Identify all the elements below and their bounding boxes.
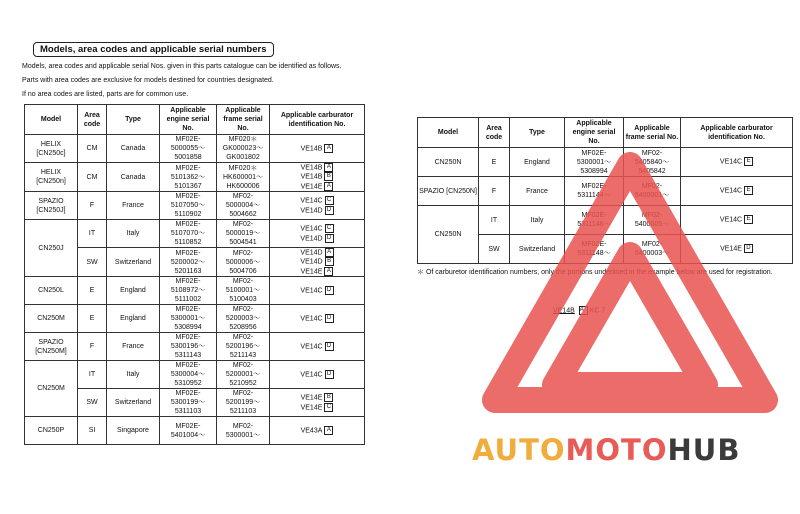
col-type: Type (510, 118, 565, 148)
table-row (25, 135, 365, 163)
carb-variant-box: A (324, 144, 333, 153)
frame-serial-line: 5405842 (638, 167, 666, 175)
carb-id (271, 224, 363, 233)
cell-area: SW (78, 248, 107, 277)
cell-carb (270, 220, 365, 248)
col-type: Type (107, 105, 160, 135)
carb-code: VE14E (300, 403, 323, 411)
cell-type: Italy (107, 361, 160, 389)
carb-variant-box: D (325, 370, 334, 379)
cell-carb (270, 305, 365, 333)
frame-serial-line: MF02- (232, 390, 254, 398)
cell-engine (160, 192, 217, 220)
engine-serial-line: MF02E- (175, 334, 201, 342)
carb-variant-box: B (324, 172, 333, 181)
engine-serial-line: 5308994 (174, 324, 202, 332)
cell-type: Switzerland (107, 389, 160, 417)
engine-serial-line: 5110902 (174, 211, 202, 219)
engine-serial-line: MF02E- (581, 149, 607, 157)
engine-serial-line: 5111002 (174, 296, 202, 304)
cell-model: SPAZIO [CN250N] (418, 177, 479, 206)
carb-code: VE14E (300, 268, 323, 276)
cell-frame (217, 305, 270, 333)
engine-serial-line: 5001858 (174, 154, 202, 161)
col-area: Area code (78, 105, 107, 135)
engine-serial-line: 5107070～ (170, 230, 206, 238)
cell-type: France (107, 333, 160, 361)
cell-frame (217, 220, 270, 248)
frame-serial-line: 5400005～ (634, 221, 670, 228)
engine-serial-line: 5308994 (580, 167, 608, 175)
frame-serial-line: MF02- (232, 193, 254, 201)
cell-carb (270, 389, 365, 417)
carb-code: VE43A (300, 427, 323, 435)
table-row (25, 163, 365, 192)
carb-code: VE14C (300, 225, 323, 233)
cell-model: CN250M (25, 305, 78, 333)
example-tail: 7 (601, 307, 606, 315)
carb-code: VE14C (719, 187, 743, 195)
engine-serial-line: 5300001～ (576, 158, 612, 166)
frame-serial-line: MF02- (232, 334, 254, 342)
engine-serial-line: MF02E- (581, 212, 607, 219)
cell-area: CM (78, 163, 107, 192)
intro-text (22, 60, 341, 102)
engine-serial-line: MF02E- (175, 306, 201, 314)
carb-id (271, 248, 363, 257)
carb-variant-box: E (744, 186, 753, 195)
cell-type: France (107, 192, 160, 220)
frame-serial-line: MF02- (232, 221, 254, 229)
carb-id (271, 257, 363, 266)
cell-model: CN250M (25, 361, 78, 417)
carb-variant-box: D (744, 244, 753, 253)
engine-serial-line: 5401004～ (170, 431, 206, 439)
col-carb: Applicable carburator identification No. (681, 118, 793, 148)
carb-variant-box: D (325, 206, 334, 215)
cell-engine (160, 248, 217, 277)
cell-type: Italy (510, 206, 565, 235)
table-row (25, 220, 365, 248)
carb-code: VE14E (300, 394, 323, 402)
cell-engine (160, 389, 217, 417)
frame-serial-line: 5100403 (229, 296, 257, 304)
cell-area: E (479, 148, 510, 177)
carb-variant-box: B (324, 393, 333, 402)
frame-serial-line: GK000023～ (222, 145, 264, 152)
carb-code: VE14D (300, 206, 323, 214)
frame-serial-line: MF02- (232, 278, 254, 286)
carb-variant-box: C (324, 403, 333, 412)
frame-serial-line: 5400003～ (634, 250, 670, 257)
carb-code: VE14E (720, 245, 742, 253)
engine-serial-line: 5311143 (174, 352, 202, 360)
cell-carb (270, 248, 365, 277)
cell-carb (270, 361, 365, 389)
carb-variant-box: E (744, 215, 753, 224)
cell-carb (270, 277, 365, 305)
frame-serial-line: 5100001～ (225, 287, 261, 295)
engine-serial-line: MF02E- (581, 241, 607, 248)
engine-serial-line: 5311144～ (577, 192, 611, 199)
cell-type: Canada (107, 135, 160, 163)
frame-serial-line: 5200003～ (225, 315, 261, 323)
carb-id (271, 393, 363, 402)
carb-variant-box: D (325, 342, 334, 351)
cell-carb (270, 192, 365, 220)
cell-model: HELIX [CN250c] (25, 135, 78, 163)
carb-code: VE14B (300, 164, 323, 172)
cell-area: IT (78, 220, 107, 248)
watermark-brand (472, 433, 740, 467)
carb-code: VE14C (719, 216, 743, 224)
example-rest: KC (589, 307, 600, 315)
frame-serial-line: 5200001～ (225, 371, 261, 379)
cell-model: SPAZIO [CN250M] (25, 333, 78, 361)
cell-engine (160, 220, 217, 248)
carb-variant-box: A (325, 248, 334, 257)
cell-frame (217, 417, 270, 445)
carb-id (271, 182, 363, 191)
carb-code: VE14C (300, 315, 323, 323)
frame-serial-line: MF02- (641, 183, 663, 190)
carb-variant-box: C (325, 196, 334, 205)
cell-frame (217, 277, 270, 305)
cell-type: Italy (107, 220, 160, 248)
cell-type: Switzerland (510, 235, 565, 264)
example-code: VE14B (553, 307, 575, 315)
brand-moto: MOTO (565, 433, 668, 467)
cell-area: IT (479, 206, 510, 235)
carb-code: VE14D (300, 249, 323, 257)
carb-variant-box: B (325, 257, 334, 266)
cell-engine (160, 135, 217, 163)
table-row (25, 305, 365, 333)
cell-engine (160, 361, 217, 389)
cell-carb (270, 333, 365, 361)
engine-serial-line: 5200002～ (170, 258, 206, 266)
engine-serial-line: 5300001～ (170, 315, 206, 323)
frame-serial-line: MF02- (641, 212, 663, 219)
cell-area: E (78, 277, 107, 305)
engine-serial-line: 5311146～ (577, 221, 611, 228)
engine-serial-line: 5311148～ (577, 250, 611, 257)
col-area: Area code (479, 118, 510, 148)
cell-engine (160, 333, 217, 361)
cell-area: CM (78, 135, 107, 163)
carb-variant-box: A (324, 163, 333, 172)
cell-type: Canada (107, 163, 160, 192)
cell-frame (217, 248, 270, 277)
carb-code: VE14B (300, 173, 323, 181)
engine-serial-line: 5201163 (174, 267, 202, 275)
engine-serial-line: 5300199～ (170, 399, 206, 407)
cell-frame (217, 333, 270, 361)
carb-variant-box: A (324, 426, 333, 435)
frame-serial-line: HK600001～ (222, 173, 264, 181)
carb-id (271, 196, 363, 205)
cell-engine (160, 417, 217, 445)
table-row (25, 417, 365, 445)
carb-variant-box: E (744, 157, 753, 166)
frame-serial-line: 5210952 (229, 380, 257, 388)
carb-code: VE14C (300, 343, 323, 351)
engine-serial-line: MF02E- (175, 164, 201, 172)
carb-variant-box: D (325, 286, 334, 295)
brand-hub: HUB (667, 433, 741, 467)
cell-engine (160, 163, 217, 192)
engine-serial-line: MF02E- (175, 193, 201, 201)
cell-type: England (510, 148, 565, 177)
carb-variant-box: D (325, 314, 334, 323)
engine-serial-line: 5000055～ (170, 145, 206, 152)
col-carb: Applicable carburator identification No. (270, 105, 365, 135)
engine-serial-line: MF02E- (175, 422, 201, 430)
frame-serial-line: MF02- (232, 249, 254, 257)
carb-id (271, 144, 363, 153)
carb-code: VE14E (300, 183, 323, 191)
engine-serial-line: MF02E- (175, 136, 201, 143)
footnote: ＊ Of carburetor identification numbers, only the portions underlined in the example below are used for registration. (417, 269, 773, 276)
frame-serial-line: MF020＊ (228, 164, 258, 172)
carb-id (271, 267, 363, 276)
brand-auto: AUTO (472, 433, 566, 467)
engine-serial-line: MF02E- (175, 249, 201, 257)
engine-serial-line: 5107050～ (170, 202, 206, 210)
frame-serial-line: 5200196～ (225, 343, 261, 351)
frame-serial-line: GK001802 (226, 154, 260, 161)
carb-id (271, 286, 363, 295)
frame-serial-line: 5000004～ (225, 202, 261, 210)
cell-model: CN250N (418, 206, 479, 264)
engine-serial-line: 5110852 (174, 239, 202, 247)
serial-table-left (24, 104, 365, 445)
table-row (25, 192, 365, 220)
intro-line: If no area codes are listed, parts are for common use. (22, 91, 189, 98)
section-title: Models, area codes and applicable serial numbers (33, 42, 274, 57)
engine-serial-line: MF02E- (581, 183, 607, 190)
col-engine: Applicable engine serial No. (565, 118, 624, 148)
cell-carb (270, 135, 365, 163)
cell-carb (270, 417, 365, 445)
cell-type: Switzerland (107, 248, 160, 277)
cell-type: Singapore (107, 417, 160, 445)
cell-frame (217, 389, 270, 417)
carb-code: VE14C (300, 197, 323, 205)
engine-serial-line: MF02E- (175, 362, 201, 370)
carb-variant-box: A (324, 182, 333, 191)
cell-model: CN250N (418, 148, 479, 177)
cell-model: CN250J (25, 220, 78, 277)
carb-id (271, 342, 363, 351)
col-frame: Applicable frame serial No. (624, 118, 681, 148)
frame-serial-line: 5004706 (229, 267, 257, 275)
col-model: Model (25, 105, 78, 135)
frame-serial-line: 5211143 (229, 352, 257, 360)
frame-serial-line: 5004662 (229, 211, 257, 219)
engine-serial-line: 5311103 (174, 408, 202, 416)
cell-area: SI (78, 417, 107, 445)
carb-id (271, 426, 363, 435)
example-box: A (579, 306, 588, 315)
cell-model: CN250L (25, 277, 78, 305)
carb-code: VE14C (719, 158, 743, 166)
cell-area: E (78, 305, 107, 333)
frame-serial-line: 5211103 (229, 408, 257, 416)
col-engine: Applicable engine serial No. (160, 105, 217, 135)
frame-serial-line: 5000019～ (225, 230, 261, 238)
cell-engine (160, 305, 217, 333)
table-row (25, 277, 365, 305)
carb-id (271, 403, 363, 412)
frame-serial-line: MF02- (232, 306, 254, 314)
frame-serial-line: 5004541 (229, 239, 257, 247)
engine-serial-line: 5108972～ (170, 287, 206, 295)
cell-area: F (479, 177, 510, 206)
carb-code: VE14C (300, 371, 323, 379)
cell-type: France (510, 177, 565, 206)
carb-variant-box: A (324, 267, 333, 276)
cell-carb (270, 163, 365, 192)
cell-area: SW (479, 235, 510, 264)
frame-serial-line: 5200199～ (225, 399, 261, 407)
carb-code: VE14D (300, 258, 323, 266)
carb-id (271, 314, 363, 323)
cell-frame (217, 192, 270, 220)
engine-serial-line: 5101362～ (170, 173, 206, 181)
cell-model: HELIX [CN250n] (25, 163, 78, 192)
frame-serial-line: MF02- (641, 241, 663, 248)
cell-area: F (78, 192, 107, 220)
engine-serial-line: 5101367 (174, 182, 202, 190)
frame-serial-line: 5300001～ (225, 431, 261, 439)
cell-area: F (78, 333, 107, 361)
carb-code: VE14B (300, 145, 323, 153)
cell-model: SPAZIO [CN250J] (25, 192, 78, 220)
carb-id (271, 206, 363, 215)
engine-serial-line: 5300004～ (170, 371, 206, 379)
frame-serial-line: HK600006 (226, 182, 260, 190)
table-row (25, 333, 365, 361)
carb-id (271, 370, 363, 379)
carb-id (271, 172, 363, 181)
frame-serial-line: MF02- (232, 362, 254, 370)
engine-serial-line: 5310952 (174, 380, 202, 388)
cell-frame (217, 361, 270, 389)
cell-area: IT (78, 361, 107, 389)
frame-serial-line: MF02- (232, 422, 254, 430)
table-row (25, 361, 365, 389)
cell-engine (160, 277, 217, 305)
cell-frame (217, 135, 270, 163)
col-model: Model (418, 118, 479, 148)
frame-serial-line: 5405840～ (634, 158, 670, 166)
frame-serial-line: MF020＊ (228, 136, 258, 143)
cell-frame (217, 163, 270, 192)
carb-variant-box: D (325, 234, 334, 243)
intro-line: Parts with area codes are exclusive for models destined for countries designated. (22, 77, 274, 84)
carb-variant-box: C (325, 224, 334, 233)
frame-serial-line: MF02- (641, 149, 663, 157)
engine-serial-line: MF02E- (175, 390, 201, 398)
col-frame: Applicable frame serial No. (217, 105, 270, 135)
cell-area: SW (78, 389, 107, 417)
carb-id (271, 234, 363, 243)
frame-serial-line: 5000006～ (225, 258, 261, 266)
carb-id (271, 163, 363, 172)
cell-model: CN250P (25, 417, 78, 445)
cell-type: England (107, 305, 160, 333)
carb-code: VE14D (300, 234, 323, 242)
cell-type: England (107, 277, 160, 305)
engine-serial-line: MF02E- (175, 278, 201, 286)
engine-serial-line: MF02E- (175, 221, 201, 229)
frame-serial-line: 5400001～ (634, 192, 670, 199)
frame-serial-line: 5208956 (229, 324, 257, 332)
intro-line: Models, area codes and applicable serial Nos. given in this parts catalogue can be identified as follows. (22, 63, 342, 70)
carb-code: VE14C (300, 287, 323, 295)
engine-serial-line: 5300196～ (170, 343, 206, 351)
